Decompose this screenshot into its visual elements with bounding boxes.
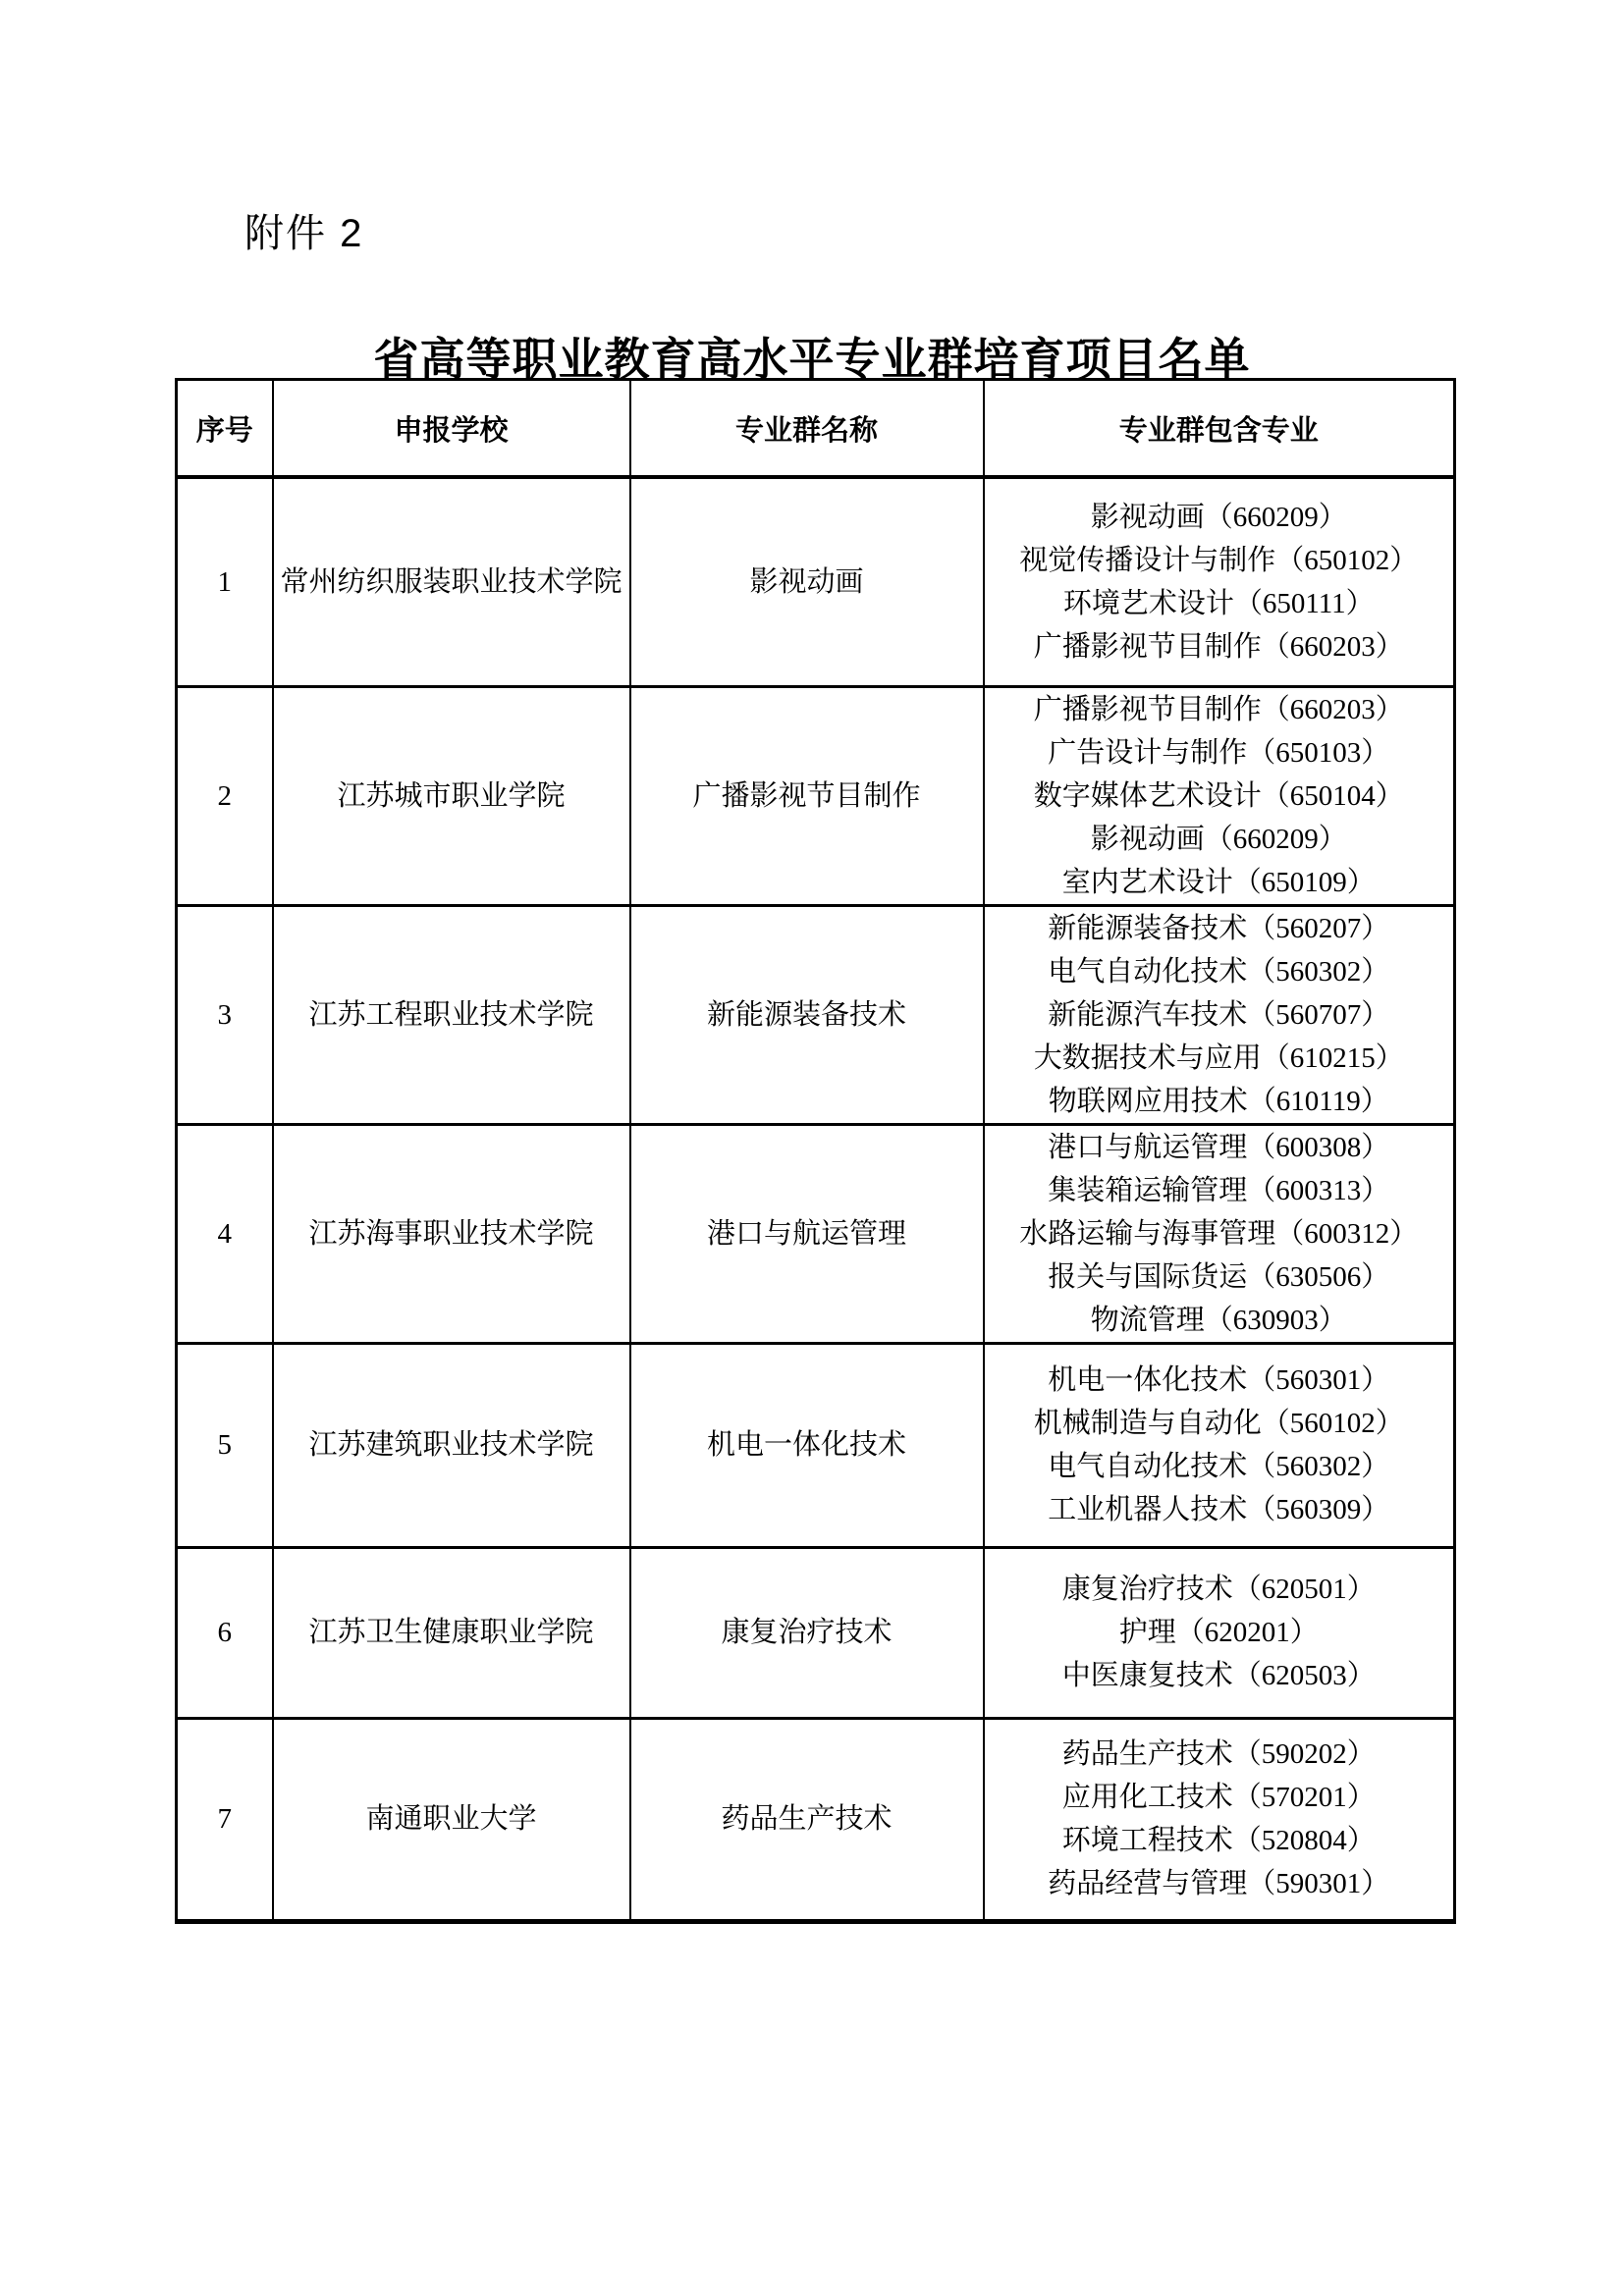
cell-school: 江苏卫生健康职业学院: [273, 1547, 630, 1718]
cell-majors: [984, 1718, 1455, 1921]
major-line: 康复治疗技术（620501）: [1061, 1574, 1376, 1605]
cell-no: 6: [177, 1547, 273, 1718]
major-line: 室内艺术设计（650109）: [1061, 866, 1376, 898]
cell-group: 影视动画: [630, 477, 984, 686]
major-line: 广告设计与制作（650103）: [1048, 736, 1390, 769]
cell-group: 机电一体化技术: [630, 1343, 984, 1547]
major-line: 报关与国际货运（630506）: [1048, 1260, 1390, 1293]
major-line: 影视动画（660209）: [1090, 501, 1347, 533]
column-header-no: 序号: [177, 380, 273, 478]
cell-group: 新能源装备技术: [630, 905, 984, 1124]
table-row: [177, 1124, 1455, 1343]
table-row: [177, 1343, 1455, 1547]
major-line: 大数据技术与应用（610215）: [1033, 1041, 1404, 1074]
major-line: 水路运输与海事管理（600312）: [1019, 1217, 1419, 1250]
cell-majors: [984, 1343, 1455, 1547]
cell-majors: [984, 905, 1455, 1124]
cell-group: 药品生产技术: [630, 1718, 984, 1921]
cell-no: 5: [177, 1343, 273, 1547]
major-line: 集装箱运输管理（600313）: [1048, 1174, 1390, 1206]
major-line: 物联网应用技术（610119）: [1048, 1085, 1389, 1117]
major-line: 广播影视节目制作（660203）: [1033, 693, 1404, 725]
cell-school: 常州纺织服装职业技术学院: [273, 477, 630, 686]
major-line: 机电一体化技术（560301）: [1048, 1364, 1390, 1396]
major-line: 药品经营与管理（590301）: [1048, 1868, 1390, 1899]
column-header-included-majors: 专业群包含专业: [984, 380, 1455, 478]
table-row: [177, 477, 1455, 686]
major-line: 新能源汽车技术（560707）: [1048, 998, 1390, 1031]
cell-school: 江苏工程职业技术学院: [273, 905, 630, 1124]
cell-majors: [984, 477, 1455, 686]
column-header-group-name: 专业群名称: [630, 380, 984, 478]
cell-school: 南通职业大学: [273, 1718, 630, 1921]
column-header-school: 申报学校: [273, 380, 630, 478]
major-line: 药品生产技术（590202）: [1061, 1738, 1376, 1770]
cell-no: 4: [177, 1124, 273, 1343]
cell-school: 江苏建筑职业技术学院: [273, 1343, 630, 1547]
cell-no: 2: [177, 686, 273, 905]
major-line: 环境工程技术（520804）: [1061, 1825, 1376, 1856]
cell-majors: [984, 686, 1455, 905]
page-title: 省高等职业教育高水平专业群培育项目名单: [373, 334, 1251, 385]
table-row: [177, 905, 1455, 1124]
cell-school: 江苏城市职业学院: [273, 686, 630, 905]
major-line: 视觉传播设计与制作（650102）: [1019, 544, 1419, 576]
major-line: 广播影视节目制作（660203）: [1033, 630, 1404, 663]
cell-group: 广播影视节目制作: [630, 686, 984, 905]
table-row: [177, 1547, 1455, 1718]
cell-no: 3: [177, 905, 273, 1124]
cell-group: 港口与航运管理: [630, 1124, 984, 1343]
major-line: 环境艺术设计（650111）: [1062, 587, 1375, 619]
major-line: 机械制造与自动化（560102）: [1033, 1408, 1404, 1439]
cell-group: 康复治疗技术: [630, 1547, 984, 1718]
major-line: 港口与航运管理（600308）: [1048, 1131, 1390, 1163]
major-line: 中医康复技术（620503）: [1061, 1660, 1376, 1691]
major-line: 应用化工技术（570201）: [1061, 1782, 1376, 1813]
project-table: [175, 378, 1456, 1924]
major-line: 护理（620201）: [1118, 1617, 1319, 1648]
cell-no: 1: [177, 477, 273, 686]
major-line: 影视动画（660209）: [1090, 823, 1347, 855]
table-header-row: [177, 380, 1455, 478]
cell-school: 江苏海事职业技术学院: [273, 1124, 630, 1343]
major-line: 新能源装备技术（560207）: [1048, 912, 1390, 944]
major-line: 数字媒体艺术设计（650104）: [1033, 779, 1404, 812]
table-body: [177, 477, 1455, 1921]
major-line: 电气自动化技术（560302）: [1048, 1451, 1390, 1482]
cell-majors: [984, 1547, 1455, 1718]
cell-majors: [984, 1124, 1455, 1343]
attachment-label: 附件 2: [244, 212, 364, 255]
major-line: 工业机器人技术（560309）: [1048, 1494, 1390, 1525]
table-row: [177, 1718, 1455, 1921]
major-line: 物流管理（630903）: [1090, 1304, 1347, 1336]
cell-no: 7: [177, 1718, 273, 1921]
table-row: [177, 686, 1455, 905]
major-line: 电气自动化技术（560302）: [1048, 955, 1390, 988]
